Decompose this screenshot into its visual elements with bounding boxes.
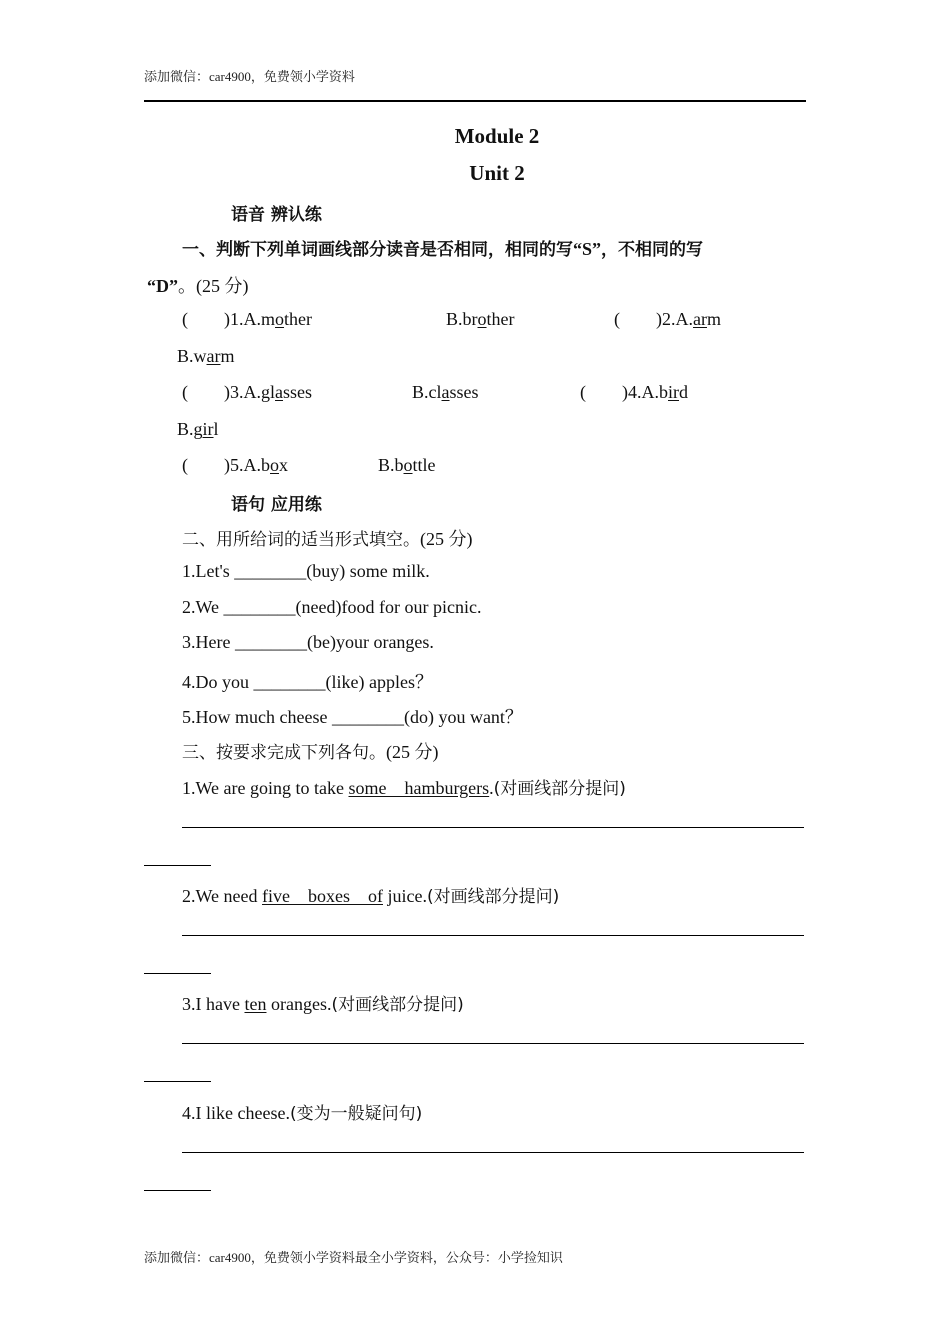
fill-blank-item-3[interactable]: 3.Here ________(be)your oranges. — [182, 632, 434, 652]
answer-blank[interactable]: ( ) — [182, 382, 230, 402]
phonics-item-5: ( )5.A.box — [182, 455, 288, 475]
answer-line-1-cont[interactable] — [144, 865, 211, 866]
answer-blank[interactable]: ( ) — [182, 455, 230, 475]
section-label-sentences: 语句 应用练 — [231, 495, 322, 515]
rewrite-question-4: 4.I like cheese.(变为一般疑问句) — [182, 1103, 423, 1124]
phonics-item-1-option-b: B.brother — [446, 309, 515, 329]
answer-line-2-cont[interactable] — [144, 973, 211, 974]
answer-line-3[interactable] — [182, 1043, 804, 1044]
answer-blank[interactable]: ( ) — [580, 382, 628, 402]
fill-blank-item-2[interactable]: 2.We ________(need)food for our picnic. — [182, 597, 482, 617]
phonics-item-1: ( )1.A.mother — [182, 309, 312, 329]
phonics-item-3-option-b: B.classes — [412, 382, 479, 402]
phonics-item-4-option-b: B.girl — [177, 419, 219, 439]
answer-line-1[interactable] — [182, 827, 804, 828]
phonics-item-5-option-b: B.bottle — [378, 455, 436, 475]
phonics-item-4: ( )4.A.bird — [580, 382, 688, 402]
part-a-instruction-cont: “D”。(25 分) — [147, 276, 249, 296]
rewrite-question-1: 1.We are going to take some hamburgers.(对画线部分提问) — [182, 778, 626, 799]
header-divider — [144, 100, 806, 102]
section-label-phonics: 语音 辨认练 — [231, 205, 322, 225]
fill-blank-item-1[interactable]: 1.Let's ________(buy) some milk. — [182, 561, 430, 581]
part-c-instruction: 三、按要求完成下列各句。(25 分) — [182, 742, 439, 763]
rewrite-question-3: 3.I have ten oranges.(对画线部分提问) — [182, 994, 464, 1015]
phonics-item-3: ( )3.A.glasses — [182, 382, 313, 402]
answer-line-4-cont[interactable] — [144, 1190, 211, 1191]
phonics-item-2: ( )2.A.arm — [614, 309, 721, 329]
answer-blank[interactable]: ( ) — [182, 309, 230, 329]
module-title: Module 2 — [454, 124, 540, 148]
rewrite-question-2: 2.We need five boxes of juice.(对画线部分提问) — [182, 886, 560, 907]
answer-line-3-cont[interactable] — [144, 1081, 211, 1082]
page-footer: 添加微信：car4900，免费领小学资料最全小学资料，公众号：小学捡知识 — [144, 1250, 563, 1265]
phonics-item-2-option-b: B.warm — [177, 346, 235, 366]
unit-title: Unit 2 — [469, 161, 525, 185]
part-b-instruction: 二、用所给词的适当形式填空。(25 分) — [182, 529, 473, 550]
page-header: 添加微信：car4900，免费领小学资料 — [144, 69, 355, 84]
answer-line-2[interactable] — [182, 935, 804, 936]
answer-blank[interactable]: ( ) — [614, 309, 662, 329]
fill-blank-item-4[interactable]: 4.Do you ________(like) apples？ — [182, 672, 433, 692]
part-a-instruction: 一、判断下列单词画线部分读音是否相同，相同的写“S”，不相同的写 — [182, 239, 704, 260]
fill-blank-item-5[interactable]: 5.How much cheese ________(do) you want？ — [182, 707, 523, 727]
answer-line-4[interactable] — [182, 1152, 804, 1153]
